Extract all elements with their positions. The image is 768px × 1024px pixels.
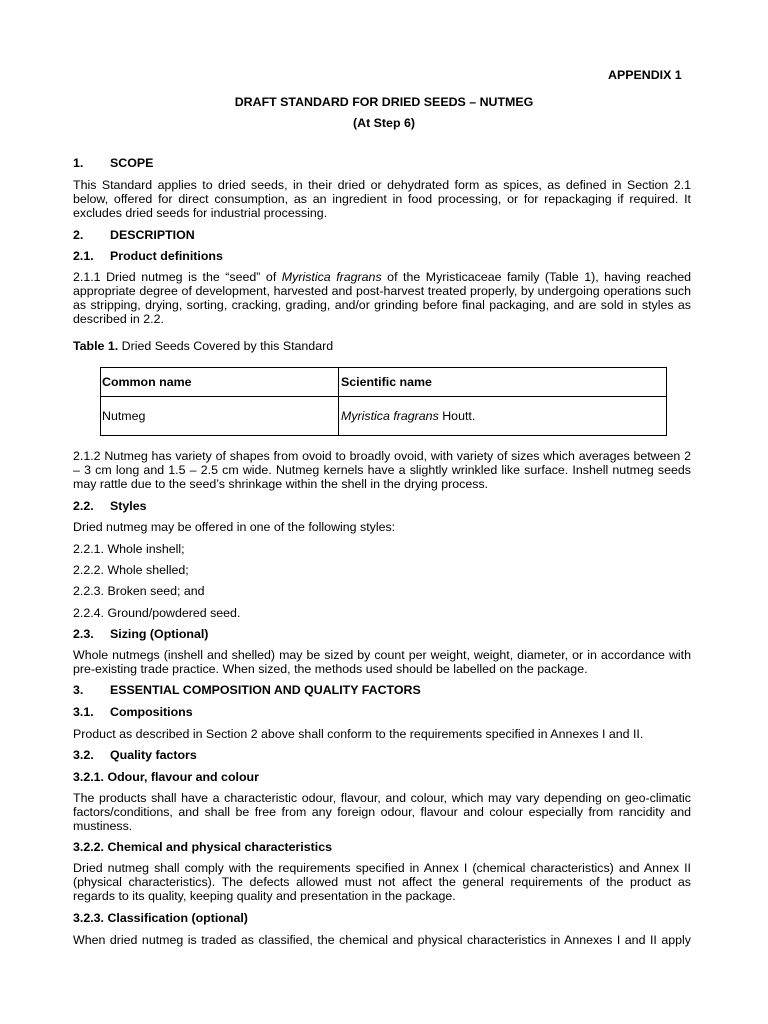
section-3-2-1-title: Odour, flavour and colour [107,770,259,784]
style-item: 2.2.4. Ground/powdered seed. [73,606,241,620]
section-3-2-3-number: 3.2.3. [73,911,105,925]
section-3-2-2-title: Chemical and physical characteristics [107,840,332,854]
table-caption [73,339,333,353]
species-name: Myristica fragrans [281,270,382,284]
section-3-1-heading [73,705,193,719]
section-3-heading [73,683,421,697]
styles-intro: Dried nutmeg may be offered in one of the following styles: [73,520,396,534]
section-3-title: ESSENTIAL COMPOSITION AND QUALITY FACTORS [110,683,421,697]
section-2-3-heading [73,627,208,641]
scope-paragraph: This Standard applies to dried seeds, in their dried or dehydrated form as spices, as defined in Section 2.1 below, offered for direct consumption, as an ingredient in food processing, or for repackaging if required. It excludes dried seeds for industrial processing. [73,178,691,220]
dried-seeds-table [100,367,667,436]
section-3-2-title: Quality factors [110,748,197,762]
table-species-name: Myristica fragrans [341,409,439,423]
table-row [101,397,667,436]
section-2-title: DESCRIPTION [110,228,195,242]
style-item: 2.2.2. Whole shelled; [73,563,189,577]
section-2-1-number: 2.1. [73,249,94,263]
compositions-paragraph: Product as described in Section 2 above shall conform to the requirements specified in Annexes I and II. [73,727,644,741]
section-2-3-title: Sizing (Optional) [110,627,209,641]
table-cell-common-name: Nutmeg [101,397,339,436]
product-definition-paragraph [73,270,691,326]
table-species-author: Houtt. [438,409,476,423]
document-title: DRAFT STANDARD FOR DRIED SEEDS – NUTMEG [234,95,534,109]
classification-paragraph: When dried nutmeg is traded as classified, the chemical and physical characteristics in Annexes I and II apply [73,933,691,947]
odour-paragraph: The products shall have a characteristic odour, flavour, and colour, which may vary depending on geo-climatic factors/conditions, and shall be free from any foreign odour, flavour and colour especially from rancidity and mustiness. [73,791,691,833]
table-header-scientific-name: Scientific name [339,368,667,397]
section-2-1-heading [73,249,223,263]
definition-text-end: of the Myristicaceae family (Table 1), having reached appropriate degree of development, harvested and post-harvest treated properly, by undergoing operations such as stripping, drying, sorting, cracking, grading, and/or grinding before final packaging, and are sold in styles as described in 2.2. [73,270,691,326]
section-3-2-3-heading [73,911,248,925]
section-2-2-number: 2.2. [73,499,94,513]
section-3-1-number: 3.1. [73,705,94,719]
chemical-physical-paragraph: Dried nutmeg shall comply with the requirements specified in Annex I (chemical characteristics) and Annex II (physical characteristics). The defects allowed must not affect the general requirements of the product as regards to its quality, keeping quality and presentation in the package. [73,861,691,903]
section-3-2-2-number: 3.2.2. [73,840,105,854]
style-item: 2.2.1. Whole inshell; [73,542,185,556]
section-3-2-heading [73,748,197,762]
section-2-heading [73,228,195,242]
table-header-row [101,368,667,397]
style-item: 2.2.3. Broken seed; and [73,584,205,598]
appendix-label: APPENDIX 1 [608,68,682,82]
section-3-2-1-number: 3.2.1. [73,770,105,784]
section-3-number: 3. [73,683,84,697]
section-3-2-2-heading [73,840,332,854]
section-3-1-title: Compositions [110,705,193,719]
table-header-common-name: Common name [101,368,339,397]
section-3-2-number: 3.2. [73,748,94,762]
table-caption-label: Table 1. [73,339,119,353]
section-1-heading [73,156,153,170]
section-2-2-heading [73,499,147,513]
sizing-paragraph: Whole nutmegs (inshell and shelled) may be sized by count per weight, weight, diameter, or in accordance with pre-existing trade practice. When sized, the methods used should be labelled on the package. [73,648,691,676]
section-2-number: 2. [73,228,84,242]
section-2-2-title: Styles [110,499,147,513]
document-step: (At Step 6) [353,116,415,130]
section-3-2-3-title: Classification (optional) [107,911,248,925]
table-cell-scientific-name [339,397,667,436]
definition-text-start: 2.1.1 Dried nutmeg is the “seed” of [73,270,282,284]
section-3-2-1-heading [73,770,259,784]
section-1-number: 1. [73,156,84,170]
section-2-1-title: Product definitions [110,249,223,263]
table-caption-text: Dried Seeds Covered by this Standard [118,339,334,353]
section-1-title: SCOPE [110,156,154,170]
section-2-3-number: 2.3. [73,627,94,641]
nutmeg-shape-paragraph: 2.1.2 Nutmeg has variety of shapes from ovoid to broadly ovoid, with variety of sizes which averages between 2 – 3 cm long and 1.5 – 2.5 cm wide. Nutmeg kernels have a slightly wrinkled like surface. Inshell nutmeg seeds may rattle due to the seed’s shrinkage within the shell in the drying process. [73,449,691,491]
